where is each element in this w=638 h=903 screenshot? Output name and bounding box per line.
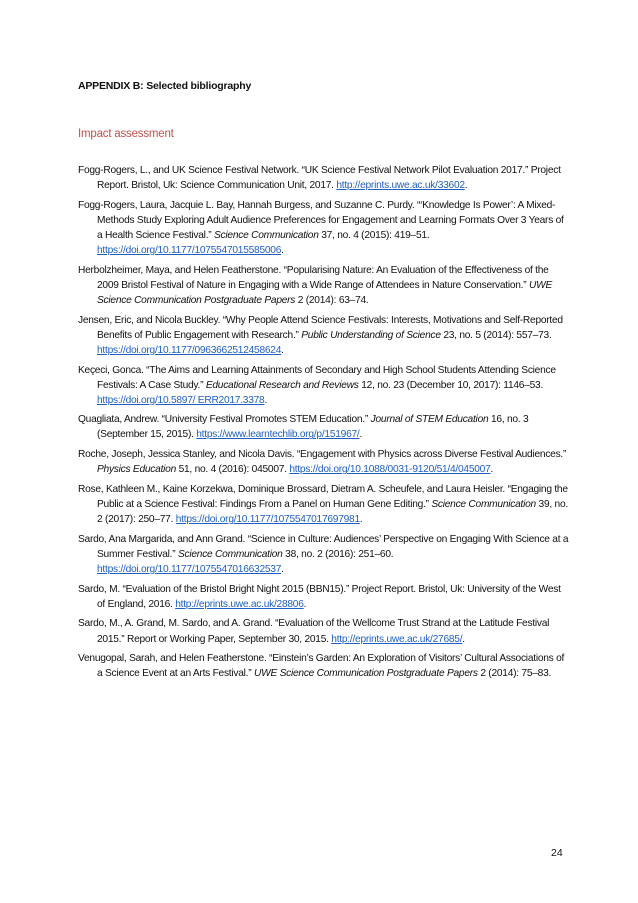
entry-journal-title: Journal of STEM Education	[370, 414, 489, 426]
entry-terminal-punctuation: .	[359, 429, 363, 441]
bibliography-entry	[78, 532, 570, 577]
page-number: 24	[551, 847, 563, 859]
entry-text: Rose, Kathleen M., Kaine Korzekwa, Dominique Brossard, Dietram A. Scheufele, and Laura Heisler. “Engaging the Public at a Science Festival: Findings From a Panel on Human Gene Editing.”	[78, 483, 568, 511]
bibliography-entry	[78, 263, 570, 308]
bibliography-entry	[78, 412, 570, 442]
entry-terminal-punctuation: .	[490, 464, 494, 476]
entry-journal-title: Science Communication	[177, 548, 283, 560]
entry-journal-title: Science Communication	[431, 499, 536, 511]
entry-link[interactable]: https://doi.org/10.5897/ ERR2017.3378	[97, 394, 265, 406]
entry-citation-details: 38, no. 2 (2016): 251–60.	[282, 548, 394, 560]
bibliography-entry	[78, 616, 570, 646]
entry-link[interactable]: http://eprints.uwe.ac.uk/27685/	[331, 633, 463, 645]
entry-link[interactable]: https://doi.org/10.1177/1075547016632537	[97, 564, 282, 575]
entry-text: Sardo, M., A. Grand, M. Sardo, and A. Grand. “Evaluation of the Wellcome Trust Strand at the Latitude Festival 2015.” Report or Working Paper, September 30, 2015.	[78, 618, 550, 645]
entry-text: Sardo, Ana Margarida, and Ann Grand. “Science in Culture: Audiences’ Perspective on Engaging With Science at a Summer Festival.”	[78, 533, 569, 560]
entry-terminal-punctuation: .	[464, 180, 468, 192]
entry-terminal-punctuation: .	[281, 344, 284, 356]
entry-text: Quagliata, Andrew. “University Festival Promotes STEM Education.”	[78, 414, 371, 426]
entry-journal-title: UWE Science Communication Postgraduate Papers	[253, 668, 478, 680]
entry-citation-details: 23, no. 5 (2014): 557–73.	[440, 329, 552, 341]
entry-citation-details: 16, no. 3 (September 15, 2015).	[97, 414, 529, 441]
entry-journal-title: Educational Research and Reviews	[205, 379, 359, 391]
entry-citation-details: 39, no. 2 (2017): 250–77.	[97, 499, 568, 526]
entry-citation-details: 2 (2014): 75–83.	[477, 668, 552, 680]
entry-journal-title: Physics Education	[97, 464, 176, 476]
section-subheading: Impact assessment	[78, 128, 174, 140]
entry-link[interactable]: https://doi.org/10.1177/1075547017697981	[175, 514, 360, 526]
entry-journal-title: UWE Science Communication Postgraduate Papers	[97, 279, 553, 306]
bibliography-entry	[78, 447, 570, 477]
entry-text: Sardo, M. “Evaluation of the Bristol Bright Night 2015 (BBN15).” Project Report. Bristol, Uk: University of the West of England, 2016.	[78, 583, 561, 610]
entry-link[interactable]: https://www.learntechlib.org/p/151967/	[196, 429, 360, 441]
appendix-heading: APPENDIX B: Selected bibliography	[78, 80, 252, 92]
bibliography-entry	[78, 163, 570, 193]
entry-link[interactable]: https://doi.org/10.1088/0031-9120/51/4/045007	[289, 464, 491, 476]
entry-citation-details: 37, no. 4 (2015): 419–51.	[318, 229, 430, 241]
entry-terminal-punctuation: .	[462, 633, 465, 645]
entry-link[interactable]: http://eprints.uwe.ac.uk/28806	[175, 598, 304, 610]
entry-text: Roche, Joseph, Jessica Stanley, and Nicola Davis. “Engagement with Physics across Diverse Festival Audiences.”	[78, 449, 567, 461]
entry-terminal-punctuation: .	[281, 564, 284, 575]
entry-link[interactable]: https://doi.org/10.1177/1075547015585006	[97, 245, 282, 257]
entry-link[interactable]: https://doi.org/10.1177/0963662512458624	[97, 344, 282, 356]
entry-terminal-punctuation: .	[303, 598, 307, 610]
entry-terminal-punctuation: .	[281, 245, 284, 257]
entry-text: Jensen, Eric, and Nicola Buckley. “Why People Attend Science Festivals: Interests, Motivations and Self-Reported Benefits of Public Engagement with Research.”	[78, 314, 563, 341]
entry-citation-details: 51, no. 4 (2016): 045007.	[176, 464, 290, 476]
bibliography-entry	[78, 198, 570, 258]
entry-citation-details: 2 (2014): 63–74.	[295, 294, 369, 306]
entry-text: Fogg-Rogers, L., and UK Science Festival Network. “UK Science Festival Network Pilot Evaluation 2017.” Project Report. Bristol, Uk: Science Communication Unit, 2017.	[78, 165, 561, 192]
entry-text: Venugopal, Sarah, and Helen Featherstone. “Einstein’s Garden: An Exploration of Visitors’ Cultural Associations of a Science Event at an Arts Festival.”	[78, 653, 565, 680]
entry-terminal-punctuation: .	[359, 514, 363, 526]
entry-journal-title: Science Communication	[214, 229, 319, 241]
entry-journal-title: Public Understanding of Science	[301, 329, 441, 341]
entry-text: Fogg-Rogers, Laura, Jacquie L. Bay, Hannah Burgess, and Suzanne C. Purdy. “‘Knowledge Is Power’: A Mixed-Methods Study Exploring Adult Audience Preferences for Engagement and Learning Formats Over 3 Years of a Health Science Festival.”	[78, 199, 564, 241]
entry-terminal-punctuation: .	[264, 394, 268, 406]
bibliography-entry	[78, 582, 570, 612]
bibliography-entry	[78, 363, 570, 408]
bibliography-entry	[78, 651, 570, 681]
entry-text: Keçeci, Gonca. “The Aims and Learning Attainments of Secondary and High School Students Attending Science Festivals: A Case Study.”	[78, 364, 556, 391]
bibliography-entry	[78, 482, 570, 527]
entry-link[interactable]: http://eprints.uwe.ac.uk/33602	[336, 180, 465, 192]
entry-citation-details: 12, no. 23 (December 10, 2017): 1146–53.	[358, 379, 544, 391]
bibliography-list	[78, 163, 570, 686]
entry-text: Herbolzheimer, Maya, and Helen Featherstone. “Popularising Nature: An Evaluation of the Effectiveness of the 2009 Bristol Festival of Nature in Engaging with a Wide Range of Attendees in Nature Conservation.”	[78, 264, 549, 291]
bibliography-entry	[78, 313, 570, 358]
